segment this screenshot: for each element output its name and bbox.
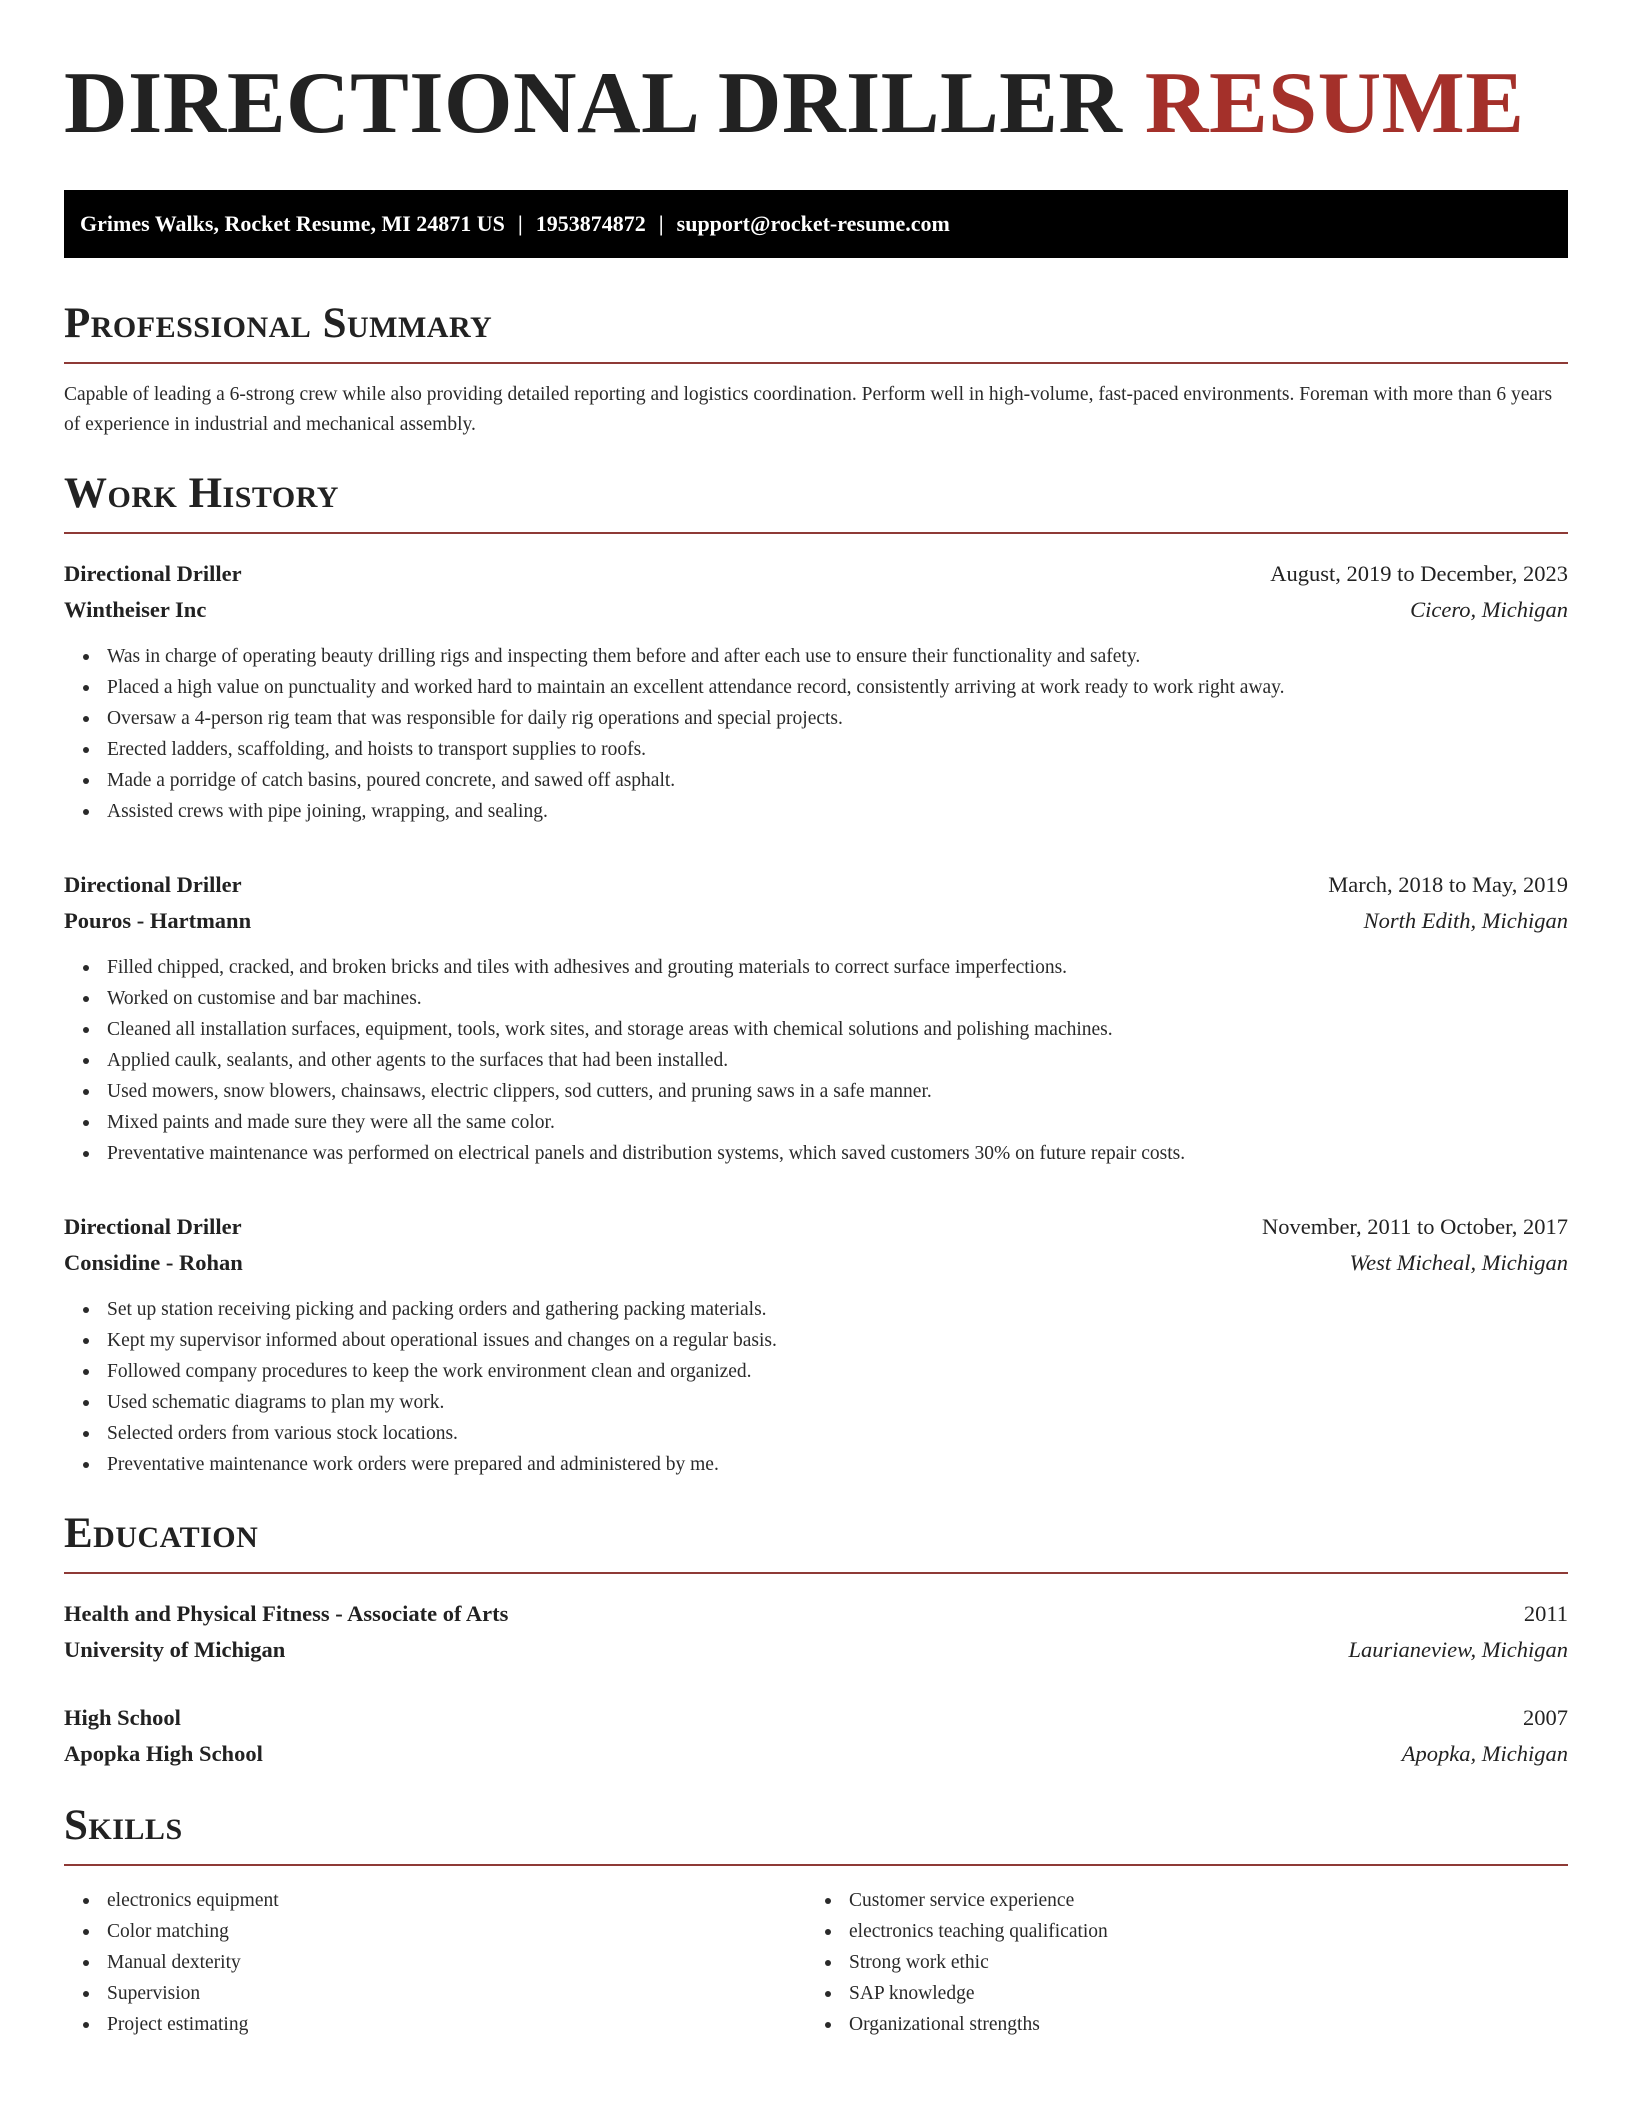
job-header-row <box>64 867 1568 903</box>
education-header-row <box>64 1700 1568 1736</box>
job-company: Pouros - Hartmann <box>64 908 252 933</box>
skill-item: Color matching <box>107 1916 806 1947</box>
education-location: Apopka, Michigan <box>1401 1741 1568 1766</box>
job-duties <box>64 952 1568 1169</box>
job-location: North Edith, Michigan <box>1363 908 1568 933</box>
education-header-row <box>64 1596 1568 1632</box>
skill-item: Manual dexterity <box>107 1947 806 1978</box>
education-location: Laurianeview, Michigan <box>1348 1637 1568 1662</box>
job-entry <box>64 1209 1568 1480</box>
duty-item: Used schematic diagrams to plan my work. <box>107 1387 1568 1418</box>
skill-item: Strong work ethic <box>849 1947 1548 1978</box>
duty-item: Applied caulk, sealants, and other agents to the surfaces that had been installed. <box>107 1045 1568 1076</box>
duty-item: Preventative maintenance work orders were prepared and administered by me. <box>107 1449 1568 1480</box>
skill-item: electronics equipment <box>107 1885 806 1916</box>
resume-title <box>64 55 1568 152</box>
summary-section <box>64 300 1568 440</box>
job-title: Directional Driller <box>64 561 242 586</box>
education-school-row <box>64 1632 1568 1668</box>
duty-item: Kept my supervisor informed about operational issues and changes on a regular basis. <box>107 1325 1568 1356</box>
job-location: West Micheal, Michigan <box>1349 1250 1568 1275</box>
education-year: 2011 <box>1523 1601 1568 1626</box>
duty-item: Selected orders from various stock locations. <box>107 1418 1568 1449</box>
section-divider <box>64 362 1568 364</box>
education-degree: High School <box>64 1705 181 1730</box>
job-header-row <box>64 556 1568 592</box>
section-divider <box>64 1572 1568 1574</box>
job-company-row <box>64 903 1568 939</box>
skills-list-right <box>806 1885 1548 2040</box>
work-history-heading: Work History <box>64 470 339 517</box>
education-heading: Education <box>64 1510 259 1557</box>
duty-item: Made a porridge of catch basins, poured concrete, and sawed off asphalt. <box>107 765 1568 796</box>
job-company-row <box>64 592 1568 628</box>
contact-separator: | <box>517 211 523 236</box>
duty-item: Assisted crews with pipe joining, wrapping, and sealing. <box>107 796 1568 827</box>
education-entry <box>64 1700 1568 1772</box>
title-main: DIRECTIONAL DRILLER <box>64 55 1123 152</box>
duty-item: Used mowers, snow blowers, chainsaws, electric clippers, sod cutters, and pruning saws in a safe manner. <box>107 1076 1568 1107</box>
job-entry <box>64 867 1568 1169</box>
job-dates: August, 2019 to December, 2023 <box>1270 561 1568 586</box>
skill-item: electronics teaching qualification <box>849 1916 1548 1947</box>
education-school-row <box>64 1736 1568 1772</box>
education-degree: Health and Physical Fitness - Associate of Arts <box>64 1601 509 1626</box>
skills-heading: Skills <box>64 1802 183 1849</box>
contact-separator: | <box>658 211 664 236</box>
skill-item: Project estimating <box>107 2009 806 2040</box>
section-divider <box>64 1864 1568 1866</box>
contact-address: Grimes Walks, Rocket Resume, MI 24871 US <box>80 211 505 236</box>
job-location: Cicero, Michigan <box>1410 597 1568 622</box>
skills-section <box>64 1802 1568 2040</box>
job-duties <box>64 641 1568 827</box>
duty-item: Followed company procedures to keep the work environment clean and organized. <box>107 1356 1568 1387</box>
education-entry <box>64 1596 1568 1668</box>
job-company: Wintheiser Inc <box>64 597 207 622</box>
duty-item: Preventative maintenance was performed on electrical panels and distribution systems, which saved customers 30% on future repair costs. <box>107 1138 1568 1169</box>
duty-item: Set up station receiving picking and packing orders and gathering packing materials. <box>107 1294 1568 1325</box>
education-school: University of Michigan <box>64 1637 286 1662</box>
skill-item: SAP knowledge <box>849 1978 1548 2009</box>
summary-heading: Professional Summary <box>64 300 493 347</box>
duty-item: Oversaw a 4-person rig team that was responsible for daily rig operations and special projects. <box>107 703 1568 734</box>
duty-item: Was in charge of operating beauty drilling rigs and inspecting them before and after each use to ensure their functionality and safety. <box>107 641 1568 672</box>
contact-phone: 1953874872 <box>535 211 646 236</box>
title-accent: RESUME <box>1144 55 1525 152</box>
job-company: Considine - Rohan <box>64 1250 243 1275</box>
work-history-section <box>64 470 1568 1480</box>
education-school: Apopka High School <box>64 1741 263 1766</box>
job-dates: November, 2011 to October, 2017 <box>1261 1214 1568 1239</box>
duty-item: Cleaned all installation surfaces, equipment, tools, work sites, and storage areas with chemical solutions and polishing machines. <box>107 1014 1568 1045</box>
job-title: Directional Driller <box>64 872 242 897</box>
skill-item: Customer service experience <box>849 1885 1548 1916</box>
education-year: 2007 <box>1523 1705 1568 1730</box>
section-divider <box>64 532 1568 534</box>
skill-item: Organizational strengths <box>849 2009 1548 2040</box>
skill-item: Supervision <box>107 1978 806 2009</box>
job-entry <box>64 556 1568 827</box>
job-duties <box>64 1294 1568 1480</box>
duty-item: Mixed paints and made sure they were all the same color. <box>107 1107 1568 1138</box>
job-dates: March, 2018 to May, 2019 <box>1328 872 1568 897</box>
contact-bar <box>64 190 1568 258</box>
duty-item: Worked on customise and bar machines. <box>107 983 1568 1014</box>
duty-item: Erected ladders, scaffolding, and hoists to transport supplies to roofs. <box>107 734 1568 765</box>
summary-text: Capable of leading a 6-strong crew while also providing detailed reporting and logistics coordination. Perform well in high-volume, fast-paced environments. Foreman with more than 6 years of experience in industrial and mechanical assembly. <box>64 384 1553 435</box>
job-header-row <box>64 1209 1568 1245</box>
job-company-row <box>64 1245 1568 1281</box>
duty-item: Placed a high value on punctuality and worked hard to maintain an excellent attendance record, consistently arriving at work ready to work right away. <box>107 672 1568 703</box>
job-title: Directional Driller <box>64 1214 242 1239</box>
education-section <box>64 1510 1568 1772</box>
skills-columns <box>64 1885 1568 2040</box>
duty-item: Filled chipped, cracked, and broken bricks and tiles with adhesives and grouting materials to correct surface imperfections. <box>107 952 1568 983</box>
contact-email: support@rocket-resume.com <box>676 211 950 236</box>
skills-list-left <box>64 1885 806 2040</box>
